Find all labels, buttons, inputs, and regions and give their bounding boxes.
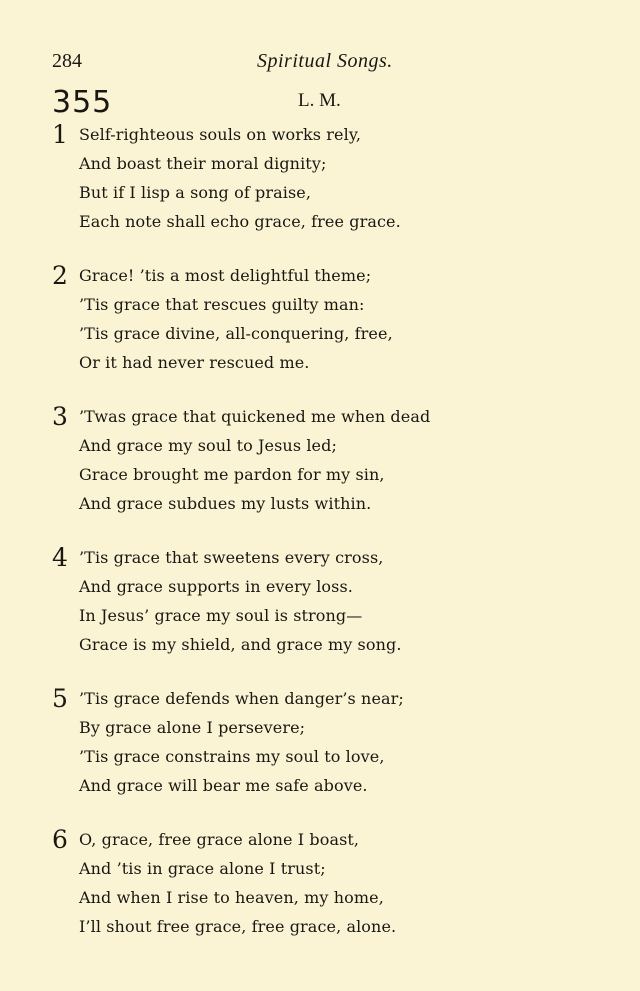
verse-list [52,120,632,966]
verse-line: And grace my soul to Jesus led; [79,436,337,455]
verse-number: 3 [52,402,68,431]
running-head [52,50,612,76]
verse-line: In Jesus’ grace my soul is strong— [79,606,363,625]
verse-line: ’Tis grace defends when danger’s near; [79,689,404,708]
verse-line: ’Tis grace constrains my soul to love, [79,747,385,766]
page-number: 284 [52,50,82,72]
verse-number: 5 [52,684,68,713]
verse-line: And ’tis in grace alone I trust; [79,859,326,878]
verse-line: And grace subdues my lusts within. [79,494,372,513]
verse-line: And grace will bear me safe above. [79,776,368,795]
verse-line: ’Tis grace that sweetens every cross, [79,548,384,567]
verse-number: 2 [52,261,68,290]
verse-line: And grace supports in every loss. [79,577,353,596]
verse-line: Self-righteous souls on works rely, [79,125,362,144]
verse-2 [52,261,632,377]
verse-1 [52,120,632,236]
verse-number: 6 [52,825,68,854]
verse-line: And when I rise to heaven, my home, [79,888,384,907]
verse-line: ’Twas grace that quickened me when dead [79,407,431,426]
verse-4 [52,543,632,659]
book-title: Spiritual Songs. [257,50,393,72]
verse-line: Grace is my shield, and grace my song. [79,635,402,654]
verse-line: Grace! ’tis a most delightful theme; [79,266,372,285]
hymn-number: 355 [52,85,113,120]
verse-6 [52,825,632,941]
verse-line: ’Tis grace divine, all-conquering, free, [79,324,393,343]
verse-number: 1 [52,120,68,149]
verse-line: Or it had never rescued me. [79,353,310,372]
verse-3 [52,402,632,518]
verse-line: Grace brought me pardon for my sin, [79,465,385,484]
verse-line: And boast their moral dignity; [79,154,327,173]
verse-line: Each note shall echo grace, free grace. [79,212,401,231]
verse-line: But if I lisp a song of praise, [79,183,312,202]
hymn-meter: L. M. [298,90,341,111]
verse-5 [52,684,632,800]
hymn-header [52,85,612,119]
verse-line: O, grace, free grace alone I boast, [79,830,360,849]
verse-number: 4 [52,543,68,572]
verse-line: ’Tis grace that rescues guilty man: [79,295,365,314]
verse-line: I’ll shout free grace, free grace, alone. [79,917,397,936]
verse-line: By grace alone I persevere; [79,718,306,737]
